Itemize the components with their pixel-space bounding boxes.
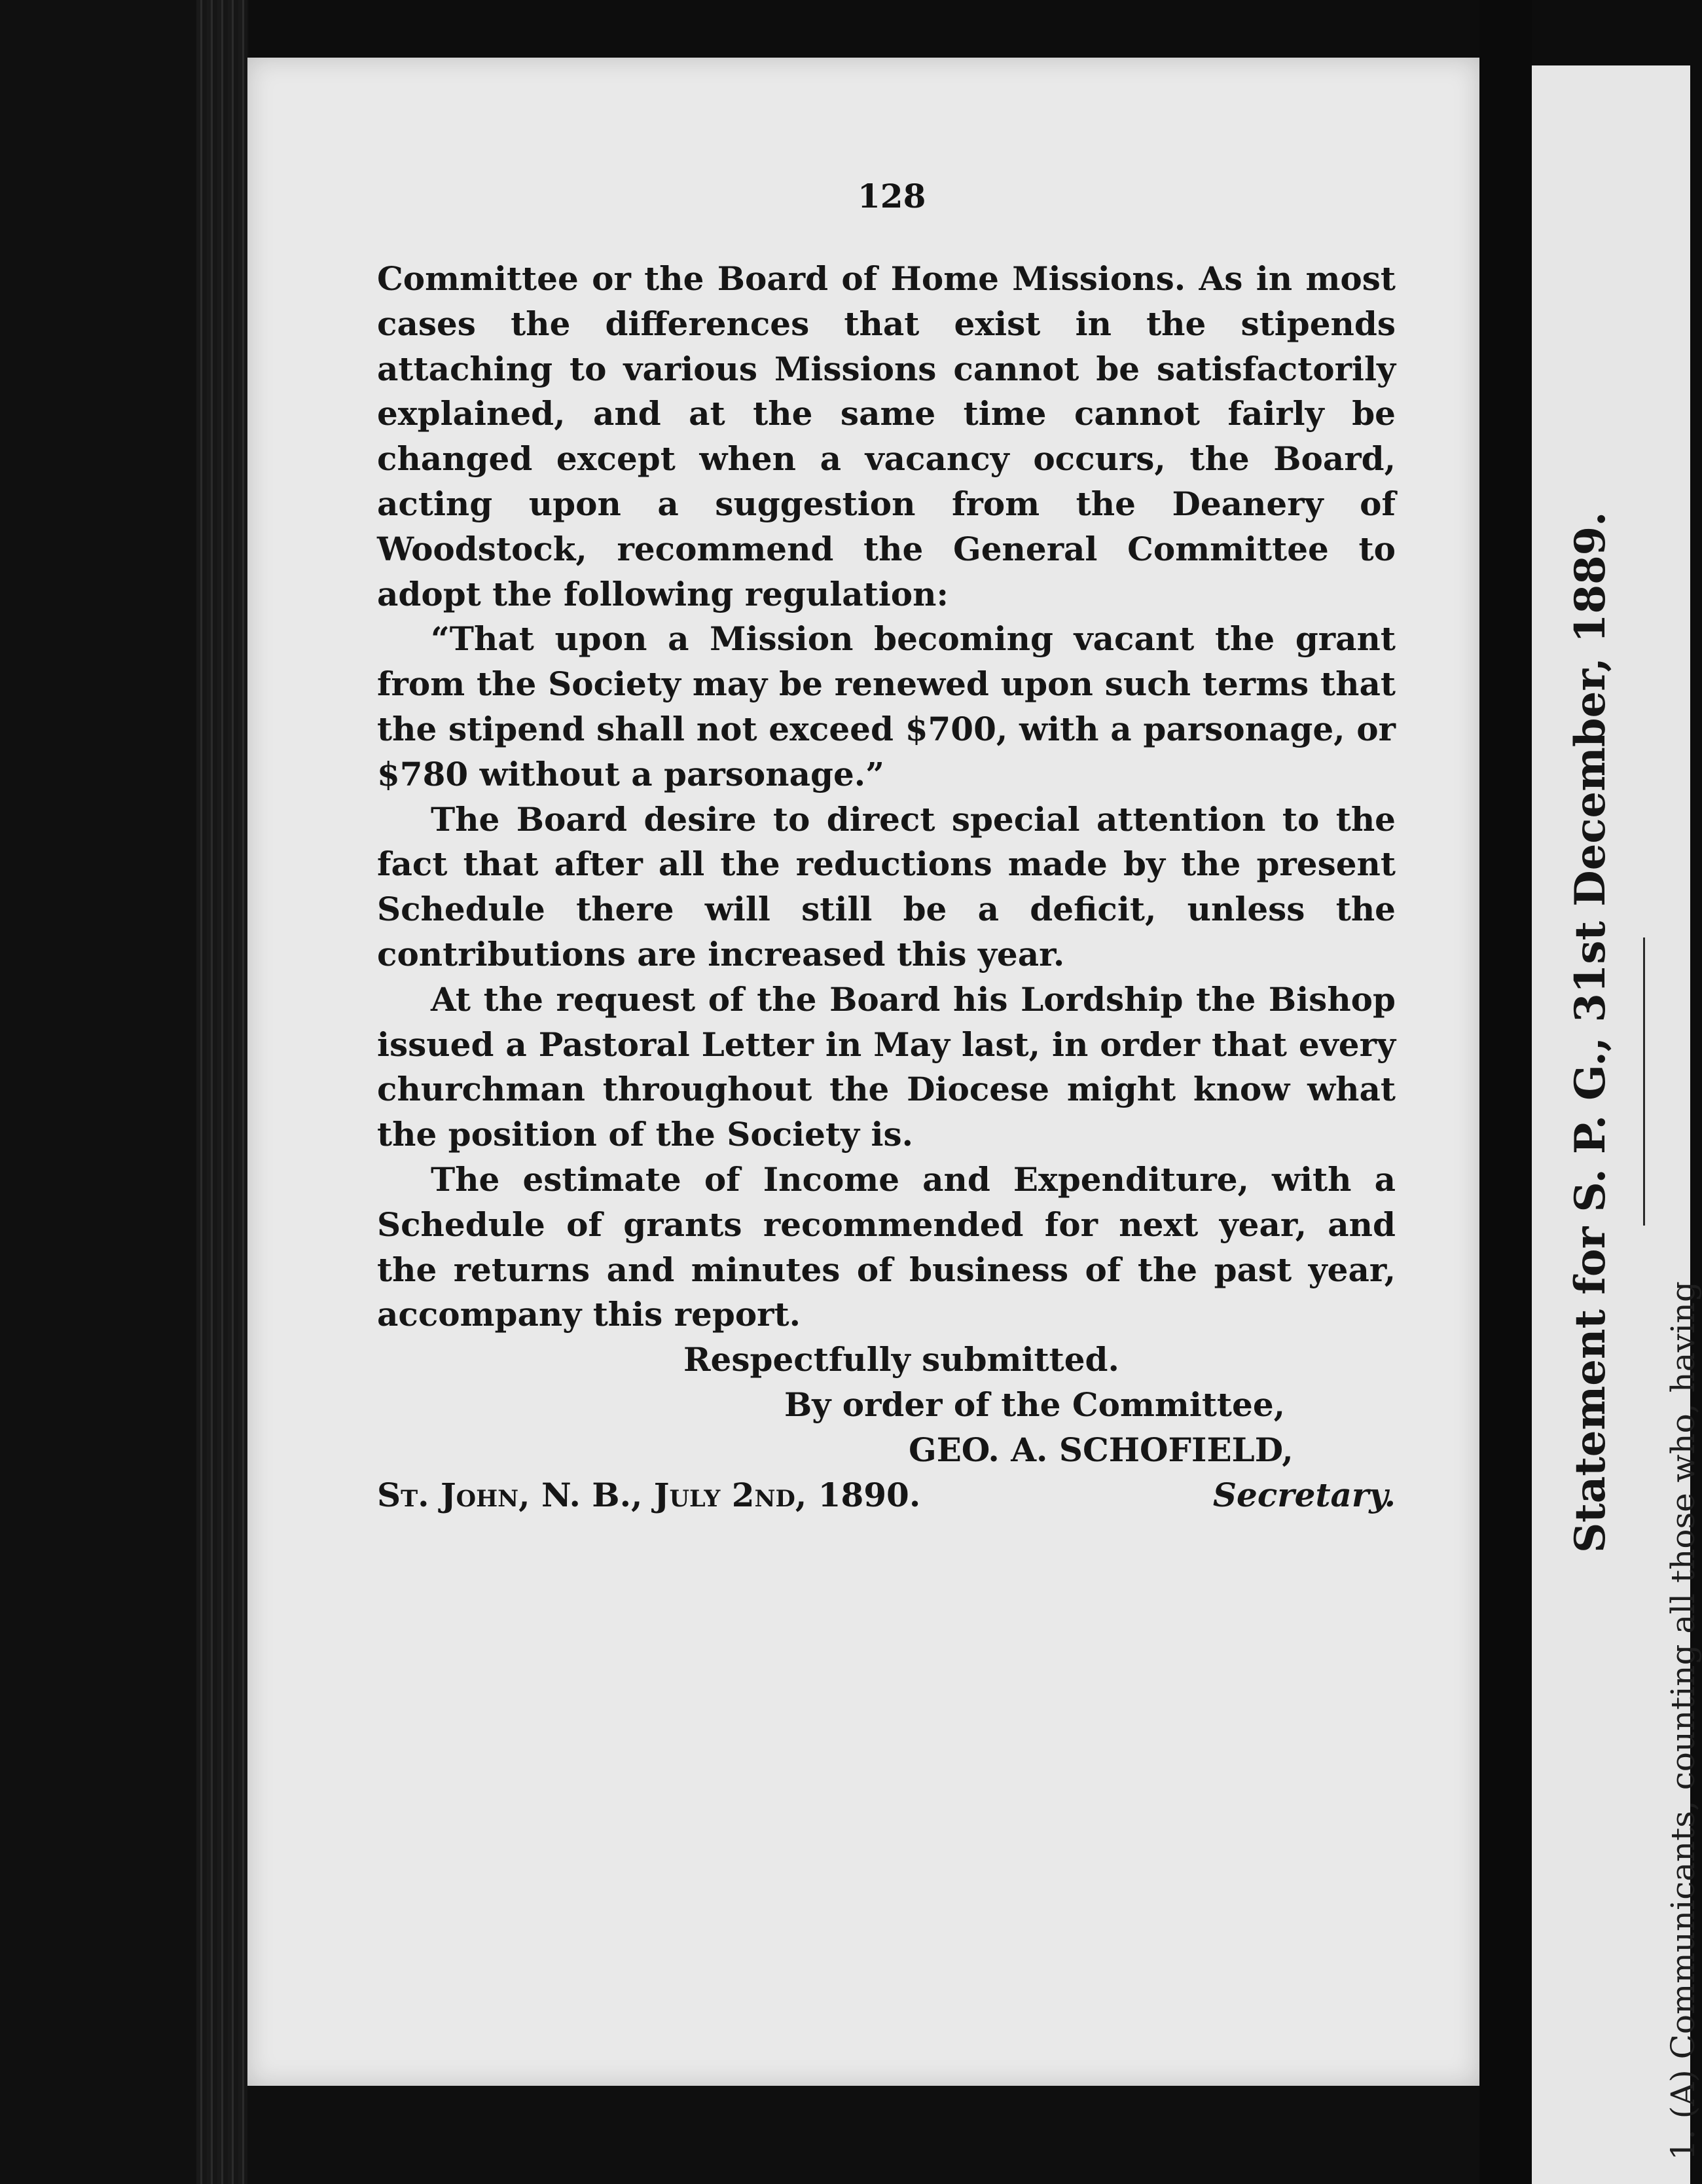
signatory-title: Secretary. (1212, 1475, 1396, 1514)
paragraph-3: The Board desire to direct special attention to the fact that after all the reductions made by the present Schedule there will still be a deficit, unless the contributions are increased this year. (377, 799, 1396, 974)
page-gutter (1479, 0, 1532, 2184)
paragraph-1: Committee or the Board of Home Missions. As in most cases the differences that exist in the stipends attaching to various Missions cannot be satisfactorily explained, and at the same time cannot fairly be changed except when a vacancy occurs, the Board, acting upon a suggestion from the Deanery of Woodstock, recommend the General Committee to adopt the following regulation: (377, 259, 1396, 613)
facing-page-rule (1643, 937, 1645, 1226)
bottom-shadow (247, 2086, 1479, 2184)
page-number: 128 (858, 177, 926, 215)
respectfully-submitted: Respectfully submitted. (683, 1340, 1119, 1379)
body-text (377, 257, 1396, 1518)
binding-edge (196, 0, 247, 2184)
paragraph-5: The estimate of Income and Expenditure, with a Schedule of grants recommended for next year, and the returns and minutes of business of the past year, accompany this report. (377, 1159, 1396, 1334)
facing-page-line: 1. (A) Communicants, counting all those who, having (1664, 1281, 1702, 2160)
facing-page-heading: Statement for S. P. G., 31st December, 1889. (1566, 511, 1615, 1553)
paragraph-4: At the request of the Board his Lordship the Bishop issued a Pastoral Letter in May last, in order that every churchman throughout the Diocese might know what the position of the Society is. (377, 979, 1396, 1154)
paragraph-2: “That upon a Mission becoming vacant the grant from the Society may be renewed upon such terms that the stipend shall not exceed $700, with a parsonage, or $780 without a parsonage.” (377, 619, 1396, 793)
signature-row (377, 1473, 1396, 1518)
signatory-name: GEO. A. SCHOFIELD, (909, 1430, 1294, 1469)
place-date: St. John, N. B., July 2nd, 1890. (377, 1475, 921, 1514)
by-order-line: By order of the Committee, (784, 1385, 1286, 1424)
